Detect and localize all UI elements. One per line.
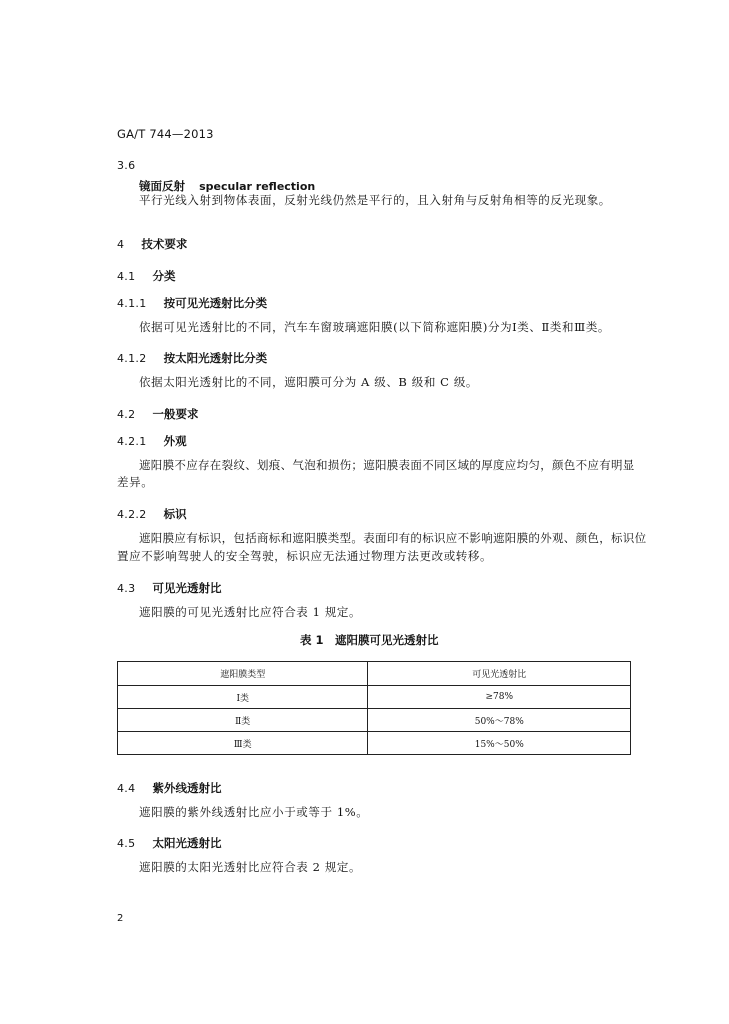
section-4-2-2-text-line1: 遮阳膜应有标识，包括商标和遮阳膜类型。表面印有的标识应不影响遮阳膜的外观、颜色，标识位 — [139, 531, 647, 545]
section-4-2-2-text-line2: 置应不影响驾驶人的安全驾驶，标识应无法通过物理方法更改或转移。 — [117, 549, 493, 563]
section-4-2-1-heading — [117, 432, 187, 448]
section-4-2-1-text-line2: 差异。 — [117, 475, 154, 489]
section-4-2-1-title: 外观 — [163, 434, 187, 448]
section-4-1-heading — [117, 267, 176, 283]
table-cell-value: 50%～78% — [368, 709, 631, 732]
table-header-film-type: 遮阳膜类型 — [118, 662, 368, 686]
section-4-5-text: 遮阳膜的太阳光透射比应符合表 2 规定。 — [139, 860, 362, 874]
section-4-1-1-heading — [117, 294, 267, 310]
page-number: 2 — [117, 913, 124, 924]
term-english: specular reflection — [199, 180, 316, 193]
section-4-2-1-text-line1: 遮阳膜不应存在裂纹、划痕、气泡和损伤；遮阳膜表面不同区域的厚度应均匀，颜色不应有明显 — [139, 458, 635, 472]
section-3-6-term — [139, 177, 315, 193]
section-4-4-number: 4.4 — [117, 782, 136, 795]
table-cell-value: 15%～50% — [368, 732, 631, 755]
standard-code: GA/T 744—2013 — [117, 127, 214, 141]
section-4-2-2-heading — [117, 505, 187, 521]
section-4-5-heading — [117, 834, 222, 850]
section-4-number: 4 — [117, 238, 125, 251]
section-4-1-2-number: 4.1.2 — [117, 352, 147, 365]
section-4-4-text: 遮阳膜的紫外线透射比应小于或等于 1%。 — [139, 805, 369, 819]
section-4-2-title: 一般要求 — [152, 407, 199, 421]
section-4-2-1-number: 4.2.1 — [117, 435, 147, 448]
section-4-1-1-text: 依据可见光透射比的不同，汽车车窗玻璃遮阳膜(以下简称遮阳膜)分为Ⅰ类、Ⅱ类和Ⅲ类。 — [139, 320, 611, 334]
table-header-row — [118, 662, 631, 686]
section-4-3-title: 可见光透射比 — [152, 581, 222, 595]
section-4-2-heading — [117, 405, 199, 421]
term-chinese: 镜面反射 — [139, 179, 185, 193]
section-4-1-1-number: 4.1.1 — [117, 297, 147, 310]
section-4-3-heading — [117, 579, 222, 595]
section-4-4-title: 紫外线透射比 — [152, 781, 222, 795]
table-1 — [117, 661, 631, 755]
section-4-5-number: 4.5 — [117, 837, 136, 850]
section-4-1-2-text: 依据太阳光透射比的不同，遮阳膜可分为 A 级、B 级和 C 级。 — [139, 375, 479, 389]
section-4-1-2-heading — [117, 349, 267, 365]
section-4-2-2-title: 标识 — [163, 507, 187, 521]
table-cell-type: Ⅰ类 — [118, 686, 368, 709]
section-3-6-definition: 平行光线入射到物体表面，反射光线仍然是平行的，且入射角与反射角相等的反光现象。 — [139, 193, 611, 207]
table-row — [118, 709, 631, 732]
section-4-5-title: 太阳光透射比 — [152, 836, 222, 850]
section-4-3-number: 4.3 — [117, 582, 136, 595]
table-cell-type: Ⅲ类 — [118, 732, 368, 755]
table-cell-value: ≥78% — [368, 686, 631, 709]
section-4-3-text: 遮阳膜的可见光透射比应符合表 1 规定。 — [139, 605, 362, 619]
section-4-1-1-title: 按可见光透射比分类 — [163, 296, 268, 310]
table-cell-type: Ⅱ类 — [118, 709, 368, 732]
section-3-6-number: 3.6 — [117, 159, 136, 172]
section-4-1-2-title: 按太阳光透射比分类 — [163, 351, 268, 365]
table-1-caption: 表 1 遮阳膜可见光透射比 — [300, 633, 439, 647]
table-header-visible-transmittance: 可见光透射比 — [368, 662, 631, 686]
section-4-title: 技术要求 — [141, 237, 188, 251]
table-row — [118, 732, 631, 755]
section-4-1-title: 分类 — [152, 269, 176, 283]
section-4-heading — [117, 235, 187, 251]
section-4-2-number: 4.2 — [117, 408, 136, 421]
section-4-2-2-number: 4.2.2 — [117, 508, 147, 521]
section-4-4-heading — [117, 779, 222, 795]
section-4-1-number: 4.1 — [117, 270, 136, 283]
table-row — [118, 686, 631, 709]
